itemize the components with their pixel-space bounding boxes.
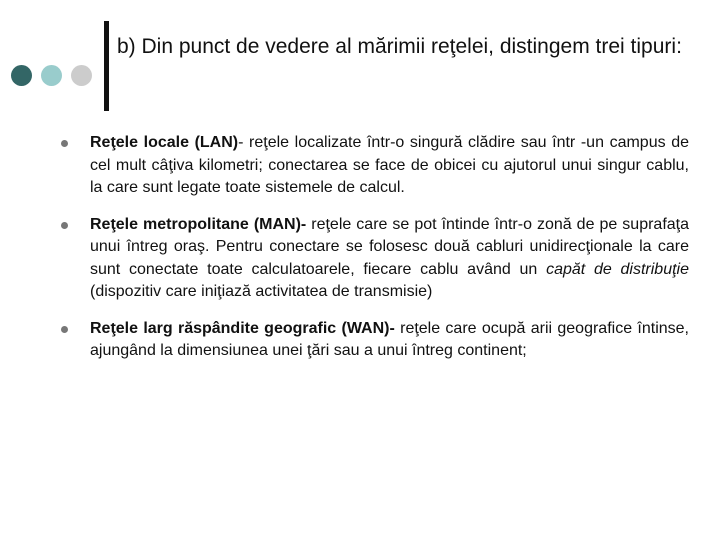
bullet-dot-icon xyxy=(61,326,68,333)
grey-dot-icon xyxy=(71,65,92,86)
bullet-item-man xyxy=(59,214,689,304)
slide-title: b) Din punct de vedere al mărimii reţelei, distingem trei tipuri: xyxy=(117,35,682,58)
bullet-text: reţele care ocupă arii geografice întinse, ajungând la dimensiunea unei ţări sau a unui întreg continent; xyxy=(90,319,689,359)
bullet-text-after: (dispozitiv care iniţiază activitatea de transmisie) xyxy=(90,283,433,300)
bullet-list xyxy=(59,132,689,377)
bullet-dot-icon xyxy=(61,222,68,229)
bullet-term: Reţele larg răspândite geografic (WAN)- xyxy=(90,319,395,337)
bullet-item-lan xyxy=(59,132,689,200)
decorative-dots xyxy=(11,65,95,87)
bullet-dot-icon xyxy=(61,140,68,147)
dark-teal-dot-icon xyxy=(11,65,32,86)
bullet-text: - reţele localizate într-o singură clădire sau într -un campus de cel mult câţiva kilometri; conectarea se face de obicei cu ajutorul unui singur cablu, la care sunt legate toate sistemele de calcul. xyxy=(90,134,689,196)
bullet-term: Reţele locale (LAN) xyxy=(90,134,239,151)
bullet-emphasis: capăt de distribuţie xyxy=(546,260,689,278)
title-divider xyxy=(104,21,109,111)
bullet-text: reţele care se pot întinde într-o zonă de pe suprafaţa unui întreg oraş. Pentru conectare se folosesc două cabluri unidirecţionale la care sunt conectate toate calculatoarele, fiecare cablu având un xyxy=(90,215,689,278)
bullet-term: Reţele metropolitane (MAN)- xyxy=(90,215,307,233)
bullet-item-wan xyxy=(59,318,689,363)
light-teal-dot-icon xyxy=(41,65,62,86)
